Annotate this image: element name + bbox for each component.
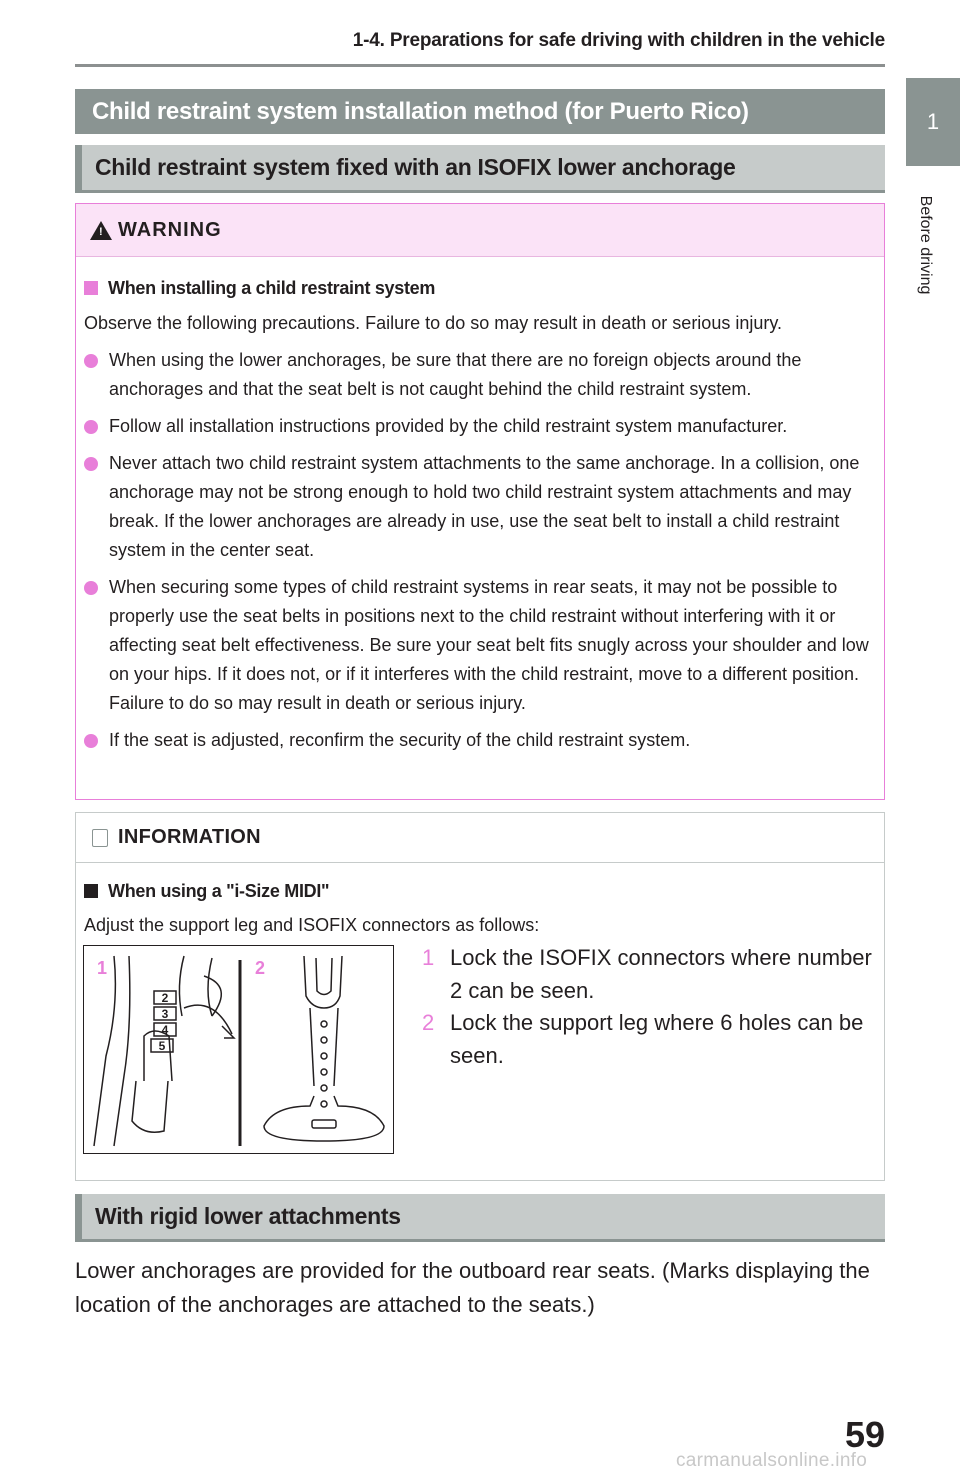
- figure-mark-4: 4: [161, 1023, 169, 1037]
- bullet-text: If the seat is adjusted, reconfirm the security of the child restraint system.: [109, 730, 691, 750]
- info-note-icon: [92, 829, 108, 847]
- information-heading-text: When using a "i-Size MIDI": [108, 880, 330, 901]
- information-lead: Adjust the support leg and ISOFIX connectors as follows:: [84, 915, 540, 935]
- black-square-icon: [84, 884, 98, 898]
- warning-triangle-icon: !: [90, 221, 112, 240]
- subsection-title-text: Child restraint system fixed with an ISOFIX lower anchorage: [95, 154, 736, 180]
- figure-mark-5: 5: [158, 1039, 166, 1053]
- step-number: 2: [422, 1010, 435, 1035]
- warning-bullet: [84, 346, 874, 404]
- chapter-label: Before driving: [917, 195, 934, 295]
- information-header: [76, 813, 884, 863]
- bullet-text: Never attach two child restraint system attachments to the same anchorage. In a collision, one anchorage may not be strong enough to hold two child restraint system attachments and may break. If the lower anchorages are already in use, use the seat belt to install a child restraint system in the center seat.: [109, 453, 860, 560]
- subsection-title-text: With rigid lower attachments: [95, 1203, 401, 1229]
- information-body: [76, 863, 884, 940]
- figure-label-1: 1: [97, 958, 108, 978]
- warning-bullet: [84, 726, 874, 755]
- isofix-drawing-icon: [84, 946, 392, 1152]
- bullet-dot-icon: [84, 581, 98, 595]
- pink-square-icon: [84, 281, 98, 295]
- warning-lead: Observe the following precautions. Failure to do so may result in death or serious injury.: [84, 313, 783, 333]
- step-text: Lock the ISOFIX connectors where number 2 can be seen.: [450, 945, 872, 1003]
- warning-heading: [84, 275, 874, 301]
- figure-mark-2: 2: [161, 991, 169, 1005]
- step-item: [422, 941, 872, 1007]
- running-header: 1-4. Preparations for safe driving with children in the vehicle: [352, 30, 885, 51]
- warning-bullet: [84, 449, 874, 565]
- watermark: carmanualsonline.info: [676, 1450, 868, 1471]
- warning-heading-text: When installing a child restraint system: [108, 277, 436, 298]
- page-number: 59: [844, 1414, 885, 1455]
- warning-title: WARNING: [118, 218, 222, 241]
- information-heading: [84, 877, 874, 905]
- body-paragraph: Lower anchorages are provided for the outboard rear seats. (Marks displaying the location of the anchorages are attached to the seats.): [75, 1258, 870, 1317]
- warning-header: [76, 204, 884, 257]
- bullet-dot-icon: [84, 420, 98, 434]
- bullet-text: When securing some types of child restraint systems in rear seats, it may not be possible to properly use the seat belts in positions next to the child restraint without interfering with it or affecting seat belt effectiveness. Be sure your seat belt fits snugly across your shoulder and low on your hips. If it does not, or if it interferes with the child restraint, move to a different position. Failure to do so may result in death or serious injury.: [109, 577, 869, 713]
- figure-mark-3: 3: [161, 1007, 169, 1021]
- warning-bullet: [84, 412, 874, 441]
- header-rule: [75, 64, 885, 67]
- bullet-text: Follow all installation instructions provided by the child restraint system manufacturer.: [109, 416, 788, 436]
- steps-list: [422, 941, 872, 1071]
- bullet-dot-icon: [84, 457, 98, 471]
- warning-body: [76, 257, 884, 755]
- bullet-text: When using the lower anchorages, be sure that there are no foreign objects around the anchorages and that the seat belt is not caught behind the child restraint system.: [109, 350, 802, 399]
- warning-box: [75, 203, 885, 800]
- bullet-dot-icon: [84, 734, 98, 748]
- figure-label-2: 2: [255, 958, 266, 978]
- warning-bullet: [84, 573, 874, 718]
- chapter-number: 1: [926, 109, 940, 134]
- chapter-tab: [906, 78, 960, 166]
- information-title: INFORMATION: [118, 826, 261, 848]
- section-title: Child restraint system installation method (for Puerto Rico): [75, 89, 885, 134]
- step-item: [422, 1006, 872, 1072]
- bullet-dot-icon: [84, 354, 98, 368]
- step-number: 1: [422, 945, 435, 970]
- subsection-title-isofix: [75, 145, 885, 190]
- isofix-illustration: [83, 945, 394, 1154]
- subsection-title-rigid: [75, 1194, 885, 1239]
- step-text: Lock the support leg where 6 holes can be seen.: [450, 1010, 864, 1068]
